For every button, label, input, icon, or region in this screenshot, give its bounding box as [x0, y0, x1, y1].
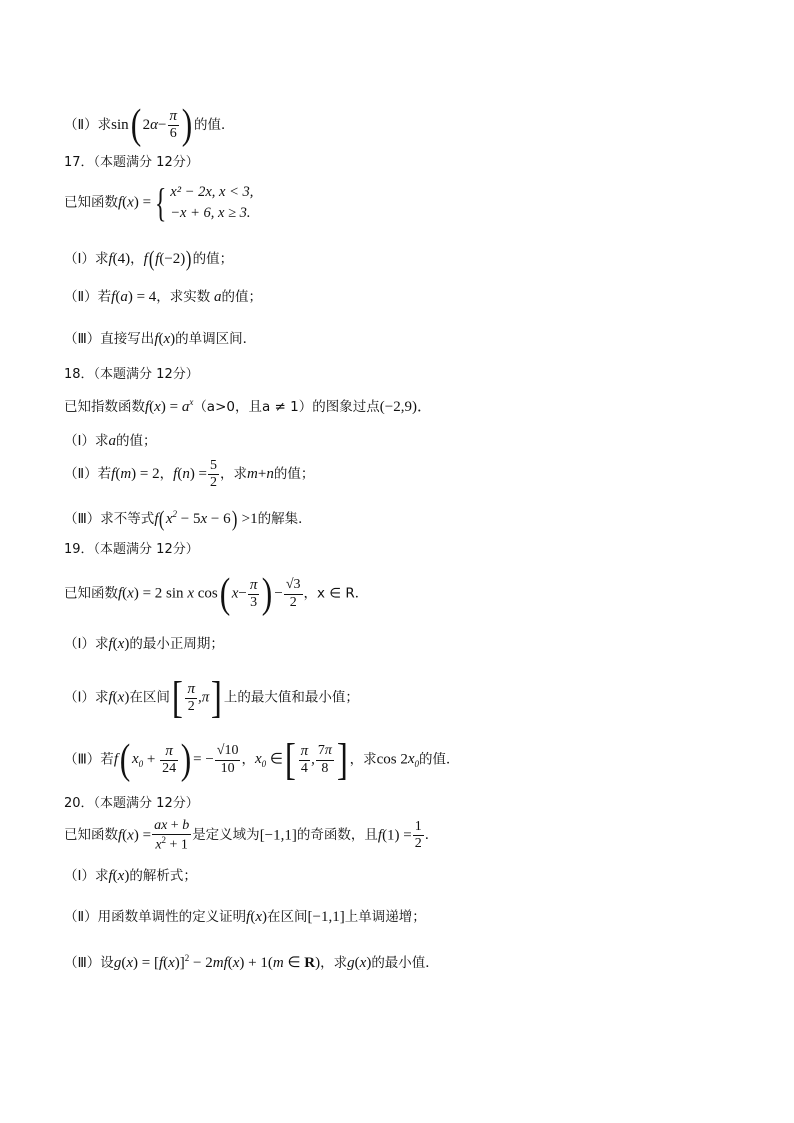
paren: )	[180, 737, 192, 783]
math-expr: f	[143, 251, 148, 267]
separator: ，	[159, 465, 174, 482]
part-label: （Ⅲ）求不等式	[64, 511, 155, 527]
math-expr: x	[126, 955, 133, 971]
math-expr: (	[112, 868, 118, 884]
q17-heading: 17．（本题满分 12分）	[64, 155, 199, 170]
q18-part1	[64, 434, 156, 449]
math-expr: ∈	[266, 751, 283, 768]
part-label: （Ⅰ）求	[64, 868, 109, 884]
math-expr: = −	[193, 751, 214, 768]
math-expr: ) = 4	[127, 289, 157, 305]
math-expr: x	[163, 331, 171, 347]
math-expr: f	[108, 251, 113, 267]
math-expr: f	[158, 955, 164, 971]
math-expr: f	[108, 636, 113, 652]
math-expr: g	[347, 955, 355, 971]
math-expr: x	[168, 955, 175, 971]
part-mid: ，求	[349, 751, 377, 768]
math-expr: $x_0$	[254, 750, 267, 769]
math-expr: (1) =	[382, 827, 412, 844]
math-expr: (	[163, 955, 169, 971]
part-tail: 的最小值．	[371, 955, 439, 971]
math-expr: x	[232, 955, 240, 971]
q19-intro	[64, 573, 368, 615]
math-expr: $x_0$	[407, 750, 419, 769]
part-tail: 的解析式；	[129, 868, 197, 884]
point-value: (−2,9)	[379, 399, 417, 415]
part-label: （Ⅲ）直接写出	[64, 331, 155, 347]
math-expr: ) =	[133, 194, 152, 211]
intro-text: 已知函数	[64, 194, 118, 211]
part-label: （Ⅰ）求	[64, 433, 109, 449]
part-mid: 在区间	[267, 909, 308, 925]
math-expr: (	[227, 955, 233, 971]
fraction: $\frac{√3}{2}$	[285, 577, 301, 610]
math-expr: m	[247, 466, 258, 483]
math-expr: n	[182, 466, 190, 483]
part-tail: 上单调递增；	[344, 909, 426, 925]
math-expr: g	[113, 955, 122, 971]
math-expr: (	[177, 466, 183, 483]
math-expr: n	[266, 466, 274, 483]
math-expr: ) =	[160, 399, 182, 415]
math-expr: [−1,1]	[259, 827, 297, 844]
fraction: $\frac{\pi}{3}$	[249, 576, 258, 611]
math-expr: x	[255, 909, 262, 925]
q17-part2	[64, 290, 262, 305]
separator: ，	[130, 251, 144, 267]
q16-part2	[64, 104, 235, 146]
math-expr: −	[274, 585, 283, 602]
math-expr: cos	[193, 585, 218, 602]
math-expr: $x^2$	[165, 509, 177, 527]
math-expr: f	[173, 466, 178, 483]
paren: )	[262, 571, 273, 617]
math-expr: α	[150, 117, 159, 133]
part-tail: 的值．	[194, 117, 235, 133]
fraction: $\frac{√10}{10}$	[216, 743, 239, 776]
paren: )	[181, 102, 193, 148]
math-expr: mf	[212, 955, 228, 971]
math-expr: )	[262, 909, 267, 925]
math-expr: f	[154, 511, 159, 527]
math-expr: x	[154, 399, 161, 415]
part-tail: 的值；	[192, 251, 234, 267]
math-expr: f	[246, 909, 251, 925]
math-expr: (	[121, 955, 127, 971]
part-label: （Ⅱ）求	[64, 117, 112, 133]
math-expr: −	[158, 117, 167, 133]
math-expr: )]$^2$ − 2	[174, 953, 213, 971]
math-expr: x	[231, 585, 239, 602]
math-expr: (	[115, 289, 121, 305]
part-label: （Ⅰ）求	[64, 636, 109, 652]
math-expr: f	[108, 689, 113, 706]
math-expr: (	[122, 585, 128, 602]
math-expr: ,	[198, 689, 202, 706]
math-expr: f	[155, 251, 160, 267]
intro-mid: 的奇函数，且	[296, 827, 378, 844]
math-expr: x	[127, 585, 134, 602]
math-expr: − 5	[176, 511, 201, 527]
part-tail: 的解集．	[257, 511, 312, 527]
part-mid: ，	[241, 751, 255, 768]
math-expr: )	[124, 868, 130, 884]
math-expr: )	[170, 331, 176, 347]
math-expr: ) + 1(	[239, 955, 273, 971]
q19-heading: 19．（本题满分 12分）	[64, 542, 199, 557]
fraction: $\frac{\pi}{4}$	[300, 742, 309, 777]
math-expr: a	[108, 433, 116, 449]
fraction: $\frac{\pi}{24}$	[162, 742, 177, 777]
math-expr: − 6	[207, 511, 231, 527]
q18-part3	[64, 508, 312, 530]
math-expr: f	[111, 289, 116, 305]
math-expr: a	[210, 289, 222, 305]
paren: (	[148, 246, 155, 271]
part-label: （Ⅰ）求	[64, 689, 109, 706]
period: ．	[416, 399, 432, 415]
math-expr: f	[377, 827, 383, 844]
math-expr: (	[115, 466, 121, 483]
q19-part2	[64, 673, 359, 722]
math-expr: x	[359, 955, 367, 971]
math-expr: (	[122, 194, 128, 211]
domain-text: ，x ∈ R．	[303, 585, 369, 602]
math-expr: )	[124, 636, 130, 652]
math-expr: a	[120, 289, 128, 305]
math-expr: −	[238, 585, 247, 602]
math-expr: $a^x$	[181, 397, 194, 415]
paren: )	[186, 246, 192, 271]
math-expr: x	[117, 689, 125, 706]
math-expr: +	[257, 466, 267, 483]
math-expr: (	[354, 955, 360, 971]
q19-part1	[64, 637, 224, 652]
math-expr: ,	[311, 751, 315, 768]
math-expr: f	[145, 399, 150, 415]
part-label: （Ⅲ）设	[64, 955, 114, 971]
math-expr: sin	[111, 117, 129, 133]
piecewise-cases: x² − 2x, x < 3, −x + 6, x ≥ 3.	[170, 184, 254, 222]
part-label: （Ⅲ）若	[64, 751, 114, 768]
bracket: ]	[211, 673, 223, 722]
math-expr: $x_0$	[131, 750, 144, 769]
math-expr: (−2)	[159, 251, 186, 267]
math-expr: (	[122, 827, 128, 844]
math-expr: x	[200, 511, 208, 527]
math-expr: ∈ R)	[283, 955, 321, 971]
q18-intro	[64, 398, 432, 415]
q19-part3	[64, 735, 460, 784]
bracket: [	[171, 673, 183, 722]
part-mid: 在区间	[129, 689, 170, 706]
math-expr: ) = [	[132, 955, 159, 971]
intro-text: 已知函数	[64, 585, 118, 602]
q20-part2	[64, 910, 426, 925]
math-expr: x	[117, 636, 125, 652]
part-tail: 上的最大值和最小值；	[223, 689, 359, 706]
math-expr: x	[187, 585, 194, 602]
math-expr: f	[108, 868, 113, 884]
math-expr: (	[250, 909, 256, 925]
part-tail: 的值．	[419, 751, 460, 768]
math-expr: 2	[142, 117, 151, 133]
q20-heading: 20．（本题满分 12分）	[64, 796, 199, 811]
math-expr: x	[127, 827, 134, 844]
intro-text: 已知函数	[64, 827, 118, 844]
math-expr: ) =	[189, 466, 208, 483]
fraction: $\frac{7\pi}{8}$	[317, 743, 332, 776]
fraction: $\frac{ax + b}{x^2 + 1}$	[154, 818, 190, 853]
math-expr: x	[127, 194, 134, 211]
bracket: [	[284, 735, 296, 784]
part-tail: 的单调区间．	[175, 331, 257, 347]
math-expr: )	[124, 689, 130, 706]
q18-part2	[64, 458, 314, 491]
math-expr: ) = 2 sin	[133, 585, 188, 602]
math-expr: m	[120, 466, 132, 483]
intro-mid: 是定义域为	[192, 827, 260, 844]
fraction: $\frac{\pi}{2}$	[187, 680, 195, 715]
brace: {	[154, 180, 167, 226]
math-expr: cos 2	[376, 751, 408, 768]
q17-intro	[64, 182, 253, 224]
q20-part3	[64, 954, 439, 971]
fraction: $\frac{1}{2}$	[414, 819, 422, 852]
q17-part3	[64, 332, 256, 347]
paren: (	[119, 737, 131, 783]
part-mid: ，求实数	[156, 289, 211, 305]
bracket: ]	[336, 735, 348, 784]
q17-part1	[64, 248, 233, 270]
part-mid: ，求	[220, 465, 248, 482]
part-label: （Ⅱ）若	[64, 289, 112, 305]
math-expr: f	[113, 751, 118, 768]
q20-part1	[64, 869, 197, 884]
part-label: （Ⅱ）用函数单调性的定义证明	[64, 909, 247, 925]
part-mid: ，求	[320, 955, 348, 971]
paren: (	[159, 506, 165, 531]
math-expr: (	[112, 689, 118, 706]
paren: (	[130, 102, 141, 148]
part-label: （Ⅰ）求	[64, 251, 109, 267]
math-expr: (	[158, 331, 164, 347]
part-tail: 的值；	[221, 289, 263, 305]
math-expr: f	[118, 827, 123, 844]
math-expr: π	[201, 689, 210, 706]
intro-text: 已知指数函数	[64, 399, 145, 415]
math-expr: (4)	[112, 251, 131, 267]
math-expr: +	[143, 751, 160, 768]
math-expr: (	[149, 399, 155, 415]
math-expr: f	[118, 194, 123, 211]
paren: )	[231, 506, 238, 531]
math-expr: f	[154, 331, 159, 347]
intro-tail: ．	[424, 827, 439, 844]
fraction: $\frac{\pi}{6}$	[169, 107, 178, 142]
math-expr: (	[112, 636, 118, 652]
part-label: （Ⅱ）若	[64, 465, 112, 482]
math-expr: >1	[237, 511, 258, 527]
math-expr: [−1,1]	[307, 909, 345, 925]
condition-text: （a>0，且a ≠ 1）的图象过点	[193, 399, 380, 415]
math-expr: f	[111, 466, 116, 483]
math-expr: f	[118, 585, 123, 602]
math-expr: ) = 2	[131, 466, 160, 483]
paren: (	[219, 571, 230, 617]
part-tail: 的最小正周期；	[129, 636, 224, 652]
math-expr: ) =	[133, 827, 152, 844]
part-tail: 的值；	[273, 465, 315, 482]
q20-intro	[64, 818, 438, 854]
math-expr: )	[366, 955, 372, 971]
math-expr: x	[117, 868, 125, 884]
math-expr: m	[272, 955, 284, 971]
part-tail: 的值；	[115, 433, 157, 449]
q18-heading: 18．（本题满分 12分）	[64, 367, 199, 382]
fraction: $\frac{5}{2}$	[210, 458, 218, 491]
